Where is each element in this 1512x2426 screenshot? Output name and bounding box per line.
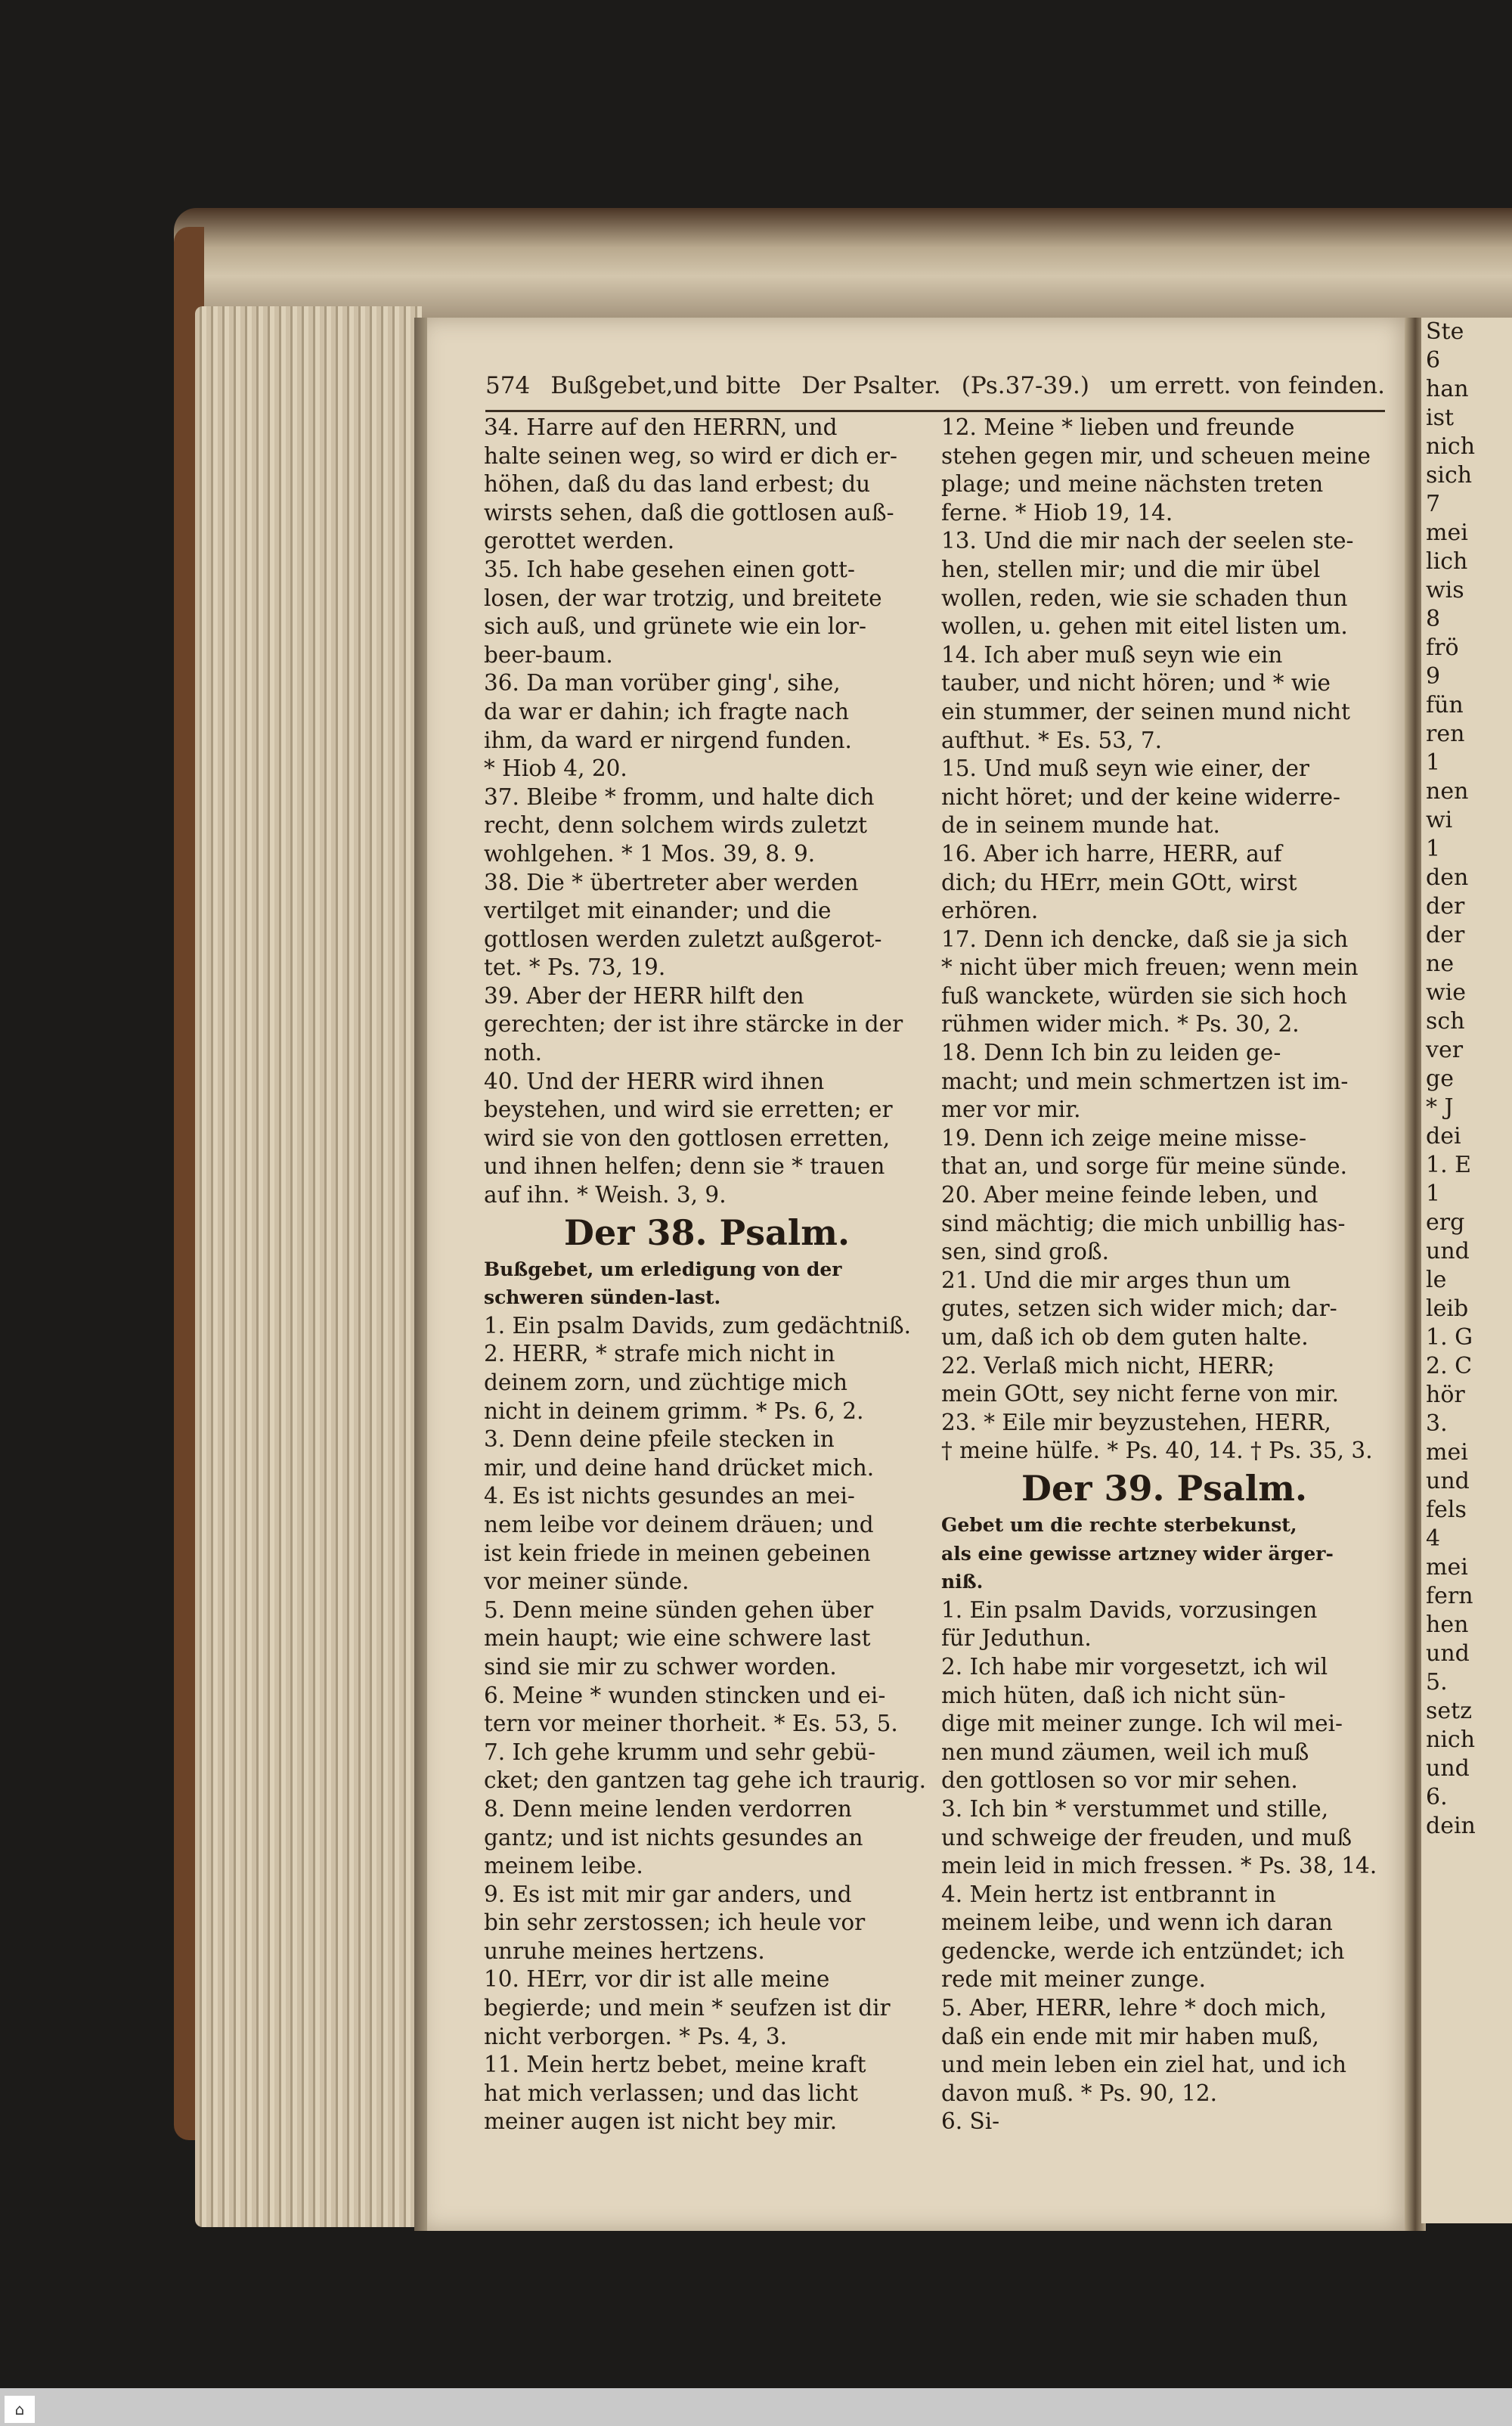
text-line: de in seinem munde hat. [941,812,1220,839]
text-line: 10. HErr, vor dir ist alle meine [484,1966,830,1993]
fragment-line: 4 [1426,1525,1441,1552]
text-line: 3. Denn deine pfeile stecken in [484,1426,835,1453]
fragment-line: 2. C [1426,1353,1473,1379]
text-line: gerechten; der ist ihre stärcke in der [484,1011,903,1038]
text-line: 21. Und die mir arges thun um [941,1267,1291,1293]
fragment-line: dein [1426,1813,1476,1839]
text-line: mer vor mir. [941,1097,1081,1123]
text-line: meiner augen ist nicht bey mir. [484,2108,838,2135]
text-line: losen, der war trotzig, und breitete [484,585,882,611]
text-line: gantz; und ist nichts gesundes an [484,1824,863,1851]
fragment-line: 3. [1426,1410,1448,1437]
fragment-line: erg [1426,1209,1465,1236]
text-line: nicht höret; und der keine widerre- [941,783,1341,810]
text-line: sind sie mir zu schwer worden. [484,1653,837,1680]
text-line: macht; und mein schmertzen ist im- [941,1068,1349,1094]
text-line: 20. Aber meine feinde leben, und [941,1182,1318,1208]
fragment-line: ist [1426,405,1455,431]
text-line: gutes, setzen sich wider mich; dar- [941,1295,1337,1322]
text-line: nem leibe vor deinem dräuen; und [484,1511,874,1537]
fragment-line: 1. E [1426,1152,1472,1178]
psalm-summary-line: als eine gewisse artzney wider ärger- [941,1542,1334,1565]
fragment-line: 1 [1426,836,1441,862]
text-line: 9. Es ist mit mir gar anders, und [484,1881,852,1907]
text-line: 39. Aber der HERR hilft den [484,982,804,1009]
text-line: mein GOtt, sey nicht ferne von mir. [941,1381,1340,1407]
text-line: vertilget mit einander; und die [484,898,832,924]
fragment-line: der [1426,922,1465,948]
fragment-line: mei [1426,520,1468,546]
text-line: 36. Da man vorüber ging', sihe, [484,670,841,696]
text-line: ihm, da ward er nirgend funden. [484,727,852,753]
header-right-title: um errett. von feinden. [1110,372,1385,399]
text-line: cket; den gantzen tag gehe ich traurig. [484,1767,927,1794]
library-logo-icon[interactable]: ⌂ [5,2396,35,2423]
psalm38-text [484,1312,930,2136]
fragment-line: 6. [1426,1784,1448,1810]
fragment-line: wis [1426,577,1464,603]
text-line: unruhe meines hertzens. [484,1937,765,1964]
psalm39-heading: Der 39. Psalm. [1021,1467,1307,1509]
fragment-line: han [1426,376,1469,402]
text-line: höhen, daß du das land erbest; du [484,471,871,498]
text-line: gerottet werden. [484,528,675,554]
text-line: tauber, und nicht hören; und * wie [941,670,1331,696]
fragment-line: * J [1426,1094,1454,1121]
text-line: wirsts sehen, daß die gottlosen auß- [484,499,894,526]
fragment-line: ver [1426,1037,1464,1063]
fragment-line: mei [1426,1554,1468,1581]
text-line: und ihnen helfen; denn sie * trauen [484,1153,885,1180]
text-line: tern vor meiner thorheit. * Es. 53, 5. [484,1711,898,1737]
text-line: davon muß. * Ps. 90, 12. [941,2080,1217,2106]
text-line: 22. Verlaß mich nicht, HERR; [941,1352,1275,1379]
text-line: 4. Mein hertz ist entbrannt in [941,1881,1276,1907]
text-line: nen mund zäumen, weil ich muß [941,1739,1309,1765]
text-line: 37. Bleibe * fromm, und halte dich [484,783,875,810]
fragment-line: hör [1426,1382,1465,1408]
text-line: wollen, reden, wie sie schaden thun [941,585,1348,611]
psalm39-text [941,1596,1387,2136]
fragment-line: der [1426,893,1465,920]
text-line: that an, und sorge für meine sünde. [941,1153,1347,1180]
text-line: den gottlosen so vor mir sehen. [941,1767,1298,1794]
text-line: 17. Denn ich dencke, daß sie ja sich [941,926,1349,952]
text-line: dich; du HErr, mein GOtt, wirst [941,869,1297,895]
text-line: nicht verborgen. * Ps. 4, 3. [484,2023,788,2049]
psalm38-continued-text [941,414,1387,1466]
text-line: mir, und deine hand drücket mich. [484,1454,875,1481]
text-line: für Jeduthun. [941,1625,1092,1652]
text-line: noth. [484,1040,542,1066]
text-line: wird sie von den gottlosen erretten, [484,1125,891,1151]
fragment-line: dei [1426,1123,1461,1149]
psalm38-heading: Der 38. Psalm. [564,1211,850,1253]
text-line: meinem leibe. [484,1853,643,1879]
running-header [485,372,1385,412]
fragment-line: leib [1426,1295,1469,1322]
text-line: mein leid in mich fressen. * Ps. 38, 14. [941,1853,1377,1879]
fragment-line: setz [1426,1698,1473,1724]
fragment-line: lich [1426,548,1468,575]
text-line: erhören. [941,898,1039,924]
text-line: ferne. * Hiob 19, 14. [941,499,1173,526]
psalm37-text [484,414,930,1210]
text-line: um, daß ich ob dem guten halte. [941,1324,1309,1350]
text-line: rede mit meiner zunge. [941,1966,1206,1993]
text-line: hat mich verlassen; und das licht [484,2080,858,2106]
fragment-line: hen [1426,1612,1469,1638]
fragment-line: und [1426,1238,1470,1264]
text-line: sind mächtig; die mich unbillig has- [941,1210,1346,1236]
text-line: 3. Ich bin * verstummet und stille, [941,1795,1329,1822]
text-line: aufthut. * Es. 53, 7. [941,727,1162,753]
fragment-line: 7 [1426,491,1441,517]
text-line: * Hiob 4, 20. [484,755,627,782]
text-line: 38. Die * übertreter aber werden [484,869,859,895]
text-line: 2. Ich habe mir vorgesetzt, ich wil [941,1653,1328,1680]
fragment-line: 1. G [1426,1324,1473,1351]
text-line: fuß wanckete, würden sie sich hoch [941,982,1347,1009]
fragment-line: sch [1426,1008,1465,1035]
text-line: hen, stellen mir; und die mir übel [941,556,1321,582]
text-line: stehen gegen mir, und scheuen meine [941,442,1371,469]
text-line: wollen, u. gehen mit eitel listen um. [941,613,1348,640]
text-line: 1. Ein psalm Davids, zum gedächtniß. [484,1312,911,1339]
fragment-line: und [1426,1640,1470,1667]
text-line: 11. Mein hertz bebet, meine kraft [484,2052,866,2078]
fragment-line: wi [1426,807,1453,833]
fragment-line: nen [1426,778,1469,805]
text-line: 6. Si- [941,2108,1000,2135]
psalm39-intro [941,1511,1387,1596]
text-line: tet. * Ps. 73, 19. [484,954,666,981]
text-line: 16. Aber ich harre, HERR, auf [941,840,1282,867]
text-line: 6. Meine * wunden stincken und ei- [484,1682,886,1708]
text-line: 18. Denn Ich bin zu leiden ge- [941,1040,1281,1066]
book-top-edge [174,208,1512,321]
text-line: 15. Und muß seyn wie einer, der [941,755,1310,782]
fragment-line: 8 [1426,606,1441,632]
text-line: beystehen, und wird sie erretten; er [484,1097,893,1123]
fragment-line: fern [1426,1583,1473,1609]
text-line: 2. HERR, * strafe mich nicht in [484,1341,835,1367]
text-line: 8. Denn meine lenden verdorren [484,1795,852,1822]
text-line: wohlgehen. * 1 Mos. 39, 8. 9. [484,840,816,867]
text-line: sen, sind groß. [941,1239,1110,1265]
fragment-line: 6 [1426,347,1441,374]
text-line: recht, denn solchem wirds zuletzt [484,812,867,839]
viewer-bottom-bar [0,2388,1512,2426]
text-line: 35. Ich habe gesehen einen gott- [484,556,855,582]
fragment-line: und [1426,1468,1470,1494]
text-line: mich hüten, daß ich nicht sün- [941,1682,1286,1708]
text-line: gottlosen werden zuletzt außgerot- [484,926,882,952]
header-left-title: Bußgebet,und bitte [550,372,782,399]
fragment-line: 9 [1426,663,1441,690]
fragment-line: wie [1426,979,1467,1006]
text-line: 13. Und die mir nach der seelen ste- [941,528,1354,554]
fragment-line: Ste [1426,318,1464,345]
fragment-line: ge [1426,1066,1454,1092]
text-line: da war er dahin; ich fragte nach [484,698,849,724]
text-line: 40. Und der HERR wird ihnen [484,1068,825,1094]
text-line: halte seinen weg, so wird er dich er- [484,442,897,469]
right-page-fragment [1421,318,1512,2223]
text-line: 5. Aber, HERR, lehre * doch mich, [941,1995,1328,2021]
fragment-line: fün [1426,692,1464,718]
header-center-title: Der Psalter. [801,372,941,399]
text-line: 19. Denn ich zeige meine misse- [941,1125,1307,1151]
header-range: (Ps.37-39.) [961,372,1089,399]
fragment-line: ren [1426,721,1465,747]
text-line: 1. Ein psalm Davids, vorzusingen [941,1596,1318,1623]
text-line: deinem zorn, und züchtige mich [484,1370,848,1395]
text-line: meinem leibe, und wenn ich daran [941,1909,1333,1936]
page-number: 574 [485,372,531,399]
fragment-line: mei [1426,1439,1468,1466]
text-line: dige mit meiner zunge. Ich wil mei- [941,1711,1343,1737]
text-line: gedencke, werde ich entzündet; ich [941,1937,1345,1964]
fragment-line: 1 [1426,749,1441,776]
psalm-summary-line: Bußgebet, um erledigung von der [484,1258,842,1280]
text-line: 34. Harre auf den HERRN, und [484,414,838,440]
text-line: 4. Es ist nichts gesundes an mei- [484,1483,855,1509]
text-line: * nicht über mich freuen; wenn mein [941,954,1359,981]
text-line: 5. Denn meine sünden gehen über [484,1596,874,1623]
text-line: 12. Meine * lieben und freunde [941,414,1295,440]
left-column [484,414,930,2136]
psalm-summary-line: Gebet um die rechte sterbekunst, [941,1513,1297,1536]
psalm38-intro [484,1255,930,1312]
fragment-line: 1 [1426,1180,1441,1207]
text-line: und schweige der freuden, und muß [941,1824,1352,1851]
text-line: begierde; und mein * seufzen ist dir [484,1995,891,2021]
text-line: † meine hülfe. * Ps. 40, 14. † Ps. 35, 3. [941,1438,1373,1464]
fragment-line: 5. [1426,1669,1448,1695]
psalm-summary-line: niß. [941,1571,984,1593]
fragment-line: und [1426,1755,1470,1782]
text-line: rühmen wider mich. * Ps. 30, 2. [941,1011,1300,1038]
page-edges [195,306,422,2227]
text-line: und mein leben ein ziel hat, und ich [941,2052,1347,2078]
right-column [941,414,1387,2136]
fragment-line: nich [1426,1726,1476,1753]
fragment-line: le [1426,1267,1447,1293]
fragment-line: den [1426,864,1469,891]
text-line: bin sehr zerstossen; ich heule vor [484,1909,866,1936]
text-line: 7. Ich gehe krumm und sehr gebü- [484,1739,876,1765]
text-line: nicht in deinem grimm. * Ps. 6, 2. [484,1398,864,1424]
text-line: mein haupt; wie eine schwere last [484,1625,871,1652]
text-line: 14. Ich aber muß seyn wie ein [941,641,1283,668]
fragment-line: frö [1426,634,1459,661]
fragment-line: fels [1426,1497,1467,1523]
fragment-line: nich [1426,433,1476,460]
text-line: ist kein friede in meinen gebeinen [484,1540,871,1566]
text-line: plage; und meine nächsten treten [941,471,1324,498]
fragment-line: ne [1426,951,1455,977]
text-line: 23. * Eile mir beyzustehen, HERR, [941,1409,1331,1435]
text-line: daß ein ende mit mir haben muß, [941,2023,1319,2049]
text-line: vor meiner sünde. [484,1568,689,1595]
text-line: beer-baum. [484,641,613,668]
text-line: ein stummer, der seinen mund nicht [941,698,1351,724]
psalm-summary-line: schweren sünden-last. [484,1286,721,1309]
text-line: auf ihn. * Weish. 3, 9. [484,1182,727,1208]
text-line: sich auß, und grünete wie ein lor- [484,613,866,640]
fragment-line: sich [1426,462,1473,489]
